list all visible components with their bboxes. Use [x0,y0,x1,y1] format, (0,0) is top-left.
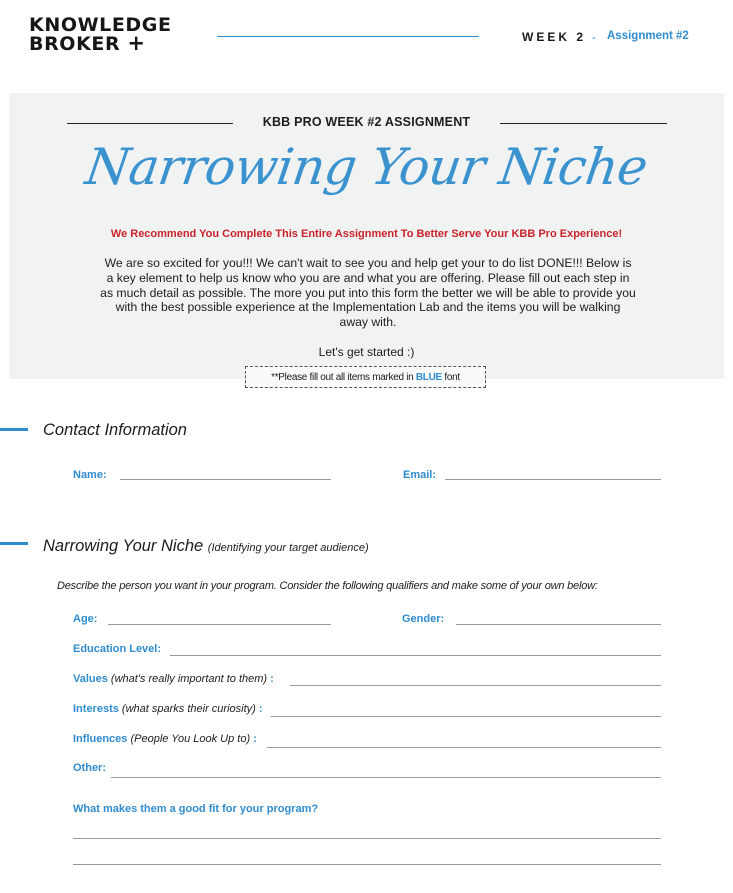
niche-title-text: Narrowing Your Niche [43,537,204,555]
influences-colon: : [250,733,257,745]
education-label: Education Level: [73,643,162,655]
logo [29,16,172,53]
gender-field[interactable] [456,624,661,625]
gender-label: Gender: [402,613,445,625]
email-field[interactable] [445,479,661,480]
age-field[interactable] [108,624,331,625]
note-highlight: BLUE [415,372,442,383]
good-fit-field-line-2[interactable] [73,864,661,865]
name-field[interactable] [120,479,331,480]
other-field[interactable] [111,777,661,778]
interests-field[interactable] [271,716,661,717]
values-field[interactable] [290,685,661,686]
niche-subtitle: (Identifying your target audience) [207,542,369,554]
assignment-label: Assignment #2 [607,30,689,42]
values-label: Values [73,673,108,685]
values-hint: (what's really important to them) [110,673,268,685]
intro-paragraph: We are so excited for you!!! We can't wait to see you and help get your to do list DONE!!! Below is a key element to help us know who you are and what you are offering. Please fill out each step in as much detail as possible. The more you put into this form the better we will be able to provide you with the best possible experience at the Implementation Lab and the items you will be walking away with. [100,256,636,330]
influences-field[interactable] [267,747,661,748]
banner-title: Narrowing Your Niche [82,138,651,196]
good-fit-label: What makes them a good fit for your program? [73,803,319,815]
logo-line-2: BROKER [29,33,121,55]
note-text-after: font [441,372,460,383]
other-label: Other: [73,762,106,774]
logo-plus-icon: + [127,31,146,55]
contact-section-bar [0,428,28,431]
banner-heading: KBB PRO WEEK #2 ASSIGNMENT [262,115,471,129]
interests-label: Interests [73,703,119,715]
influences-label: Influences [73,733,128,745]
interests-colon: : [255,703,263,715]
influences-hint: (People You Look Up to) [130,733,251,745]
describe-instructions: Describe the person you want in your program. Consider the following qualifiers and make some of your own below: [57,580,598,592]
education-field[interactable] [170,655,661,656]
week-separator: - [592,30,596,44]
age-label: Age: [73,613,98,625]
influences-label-group [73,733,257,745]
email-label: Email: [403,469,437,481]
get-started-text: Let's get started :) [318,345,415,359]
values-label-group [73,673,274,685]
note-text-before: **Please fill out all items marked in [271,372,416,383]
interests-hint: (what sparks their curiosity) [121,703,256,715]
name-label: Name: [73,469,107,481]
header-divider [217,36,479,37]
recommendation-text: We Recommend You Complete This Entire Assignment To Better Serve Your KBB Pro Experience! [110,228,623,240]
niche-section-title [43,537,369,556]
week-label: WEEK 2 [522,30,587,44]
good-fit-field-line-1[interactable] [73,838,661,839]
contact-section-title: Contact Information [43,421,187,439]
logo-line-1: KNOWLEDGE [29,14,172,36]
interests-label-group [73,703,263,715]
values-colon: : [267,673,274,685]
niche-section-bar [0,542,28,545]
instruction-note [245,366,486,388]
